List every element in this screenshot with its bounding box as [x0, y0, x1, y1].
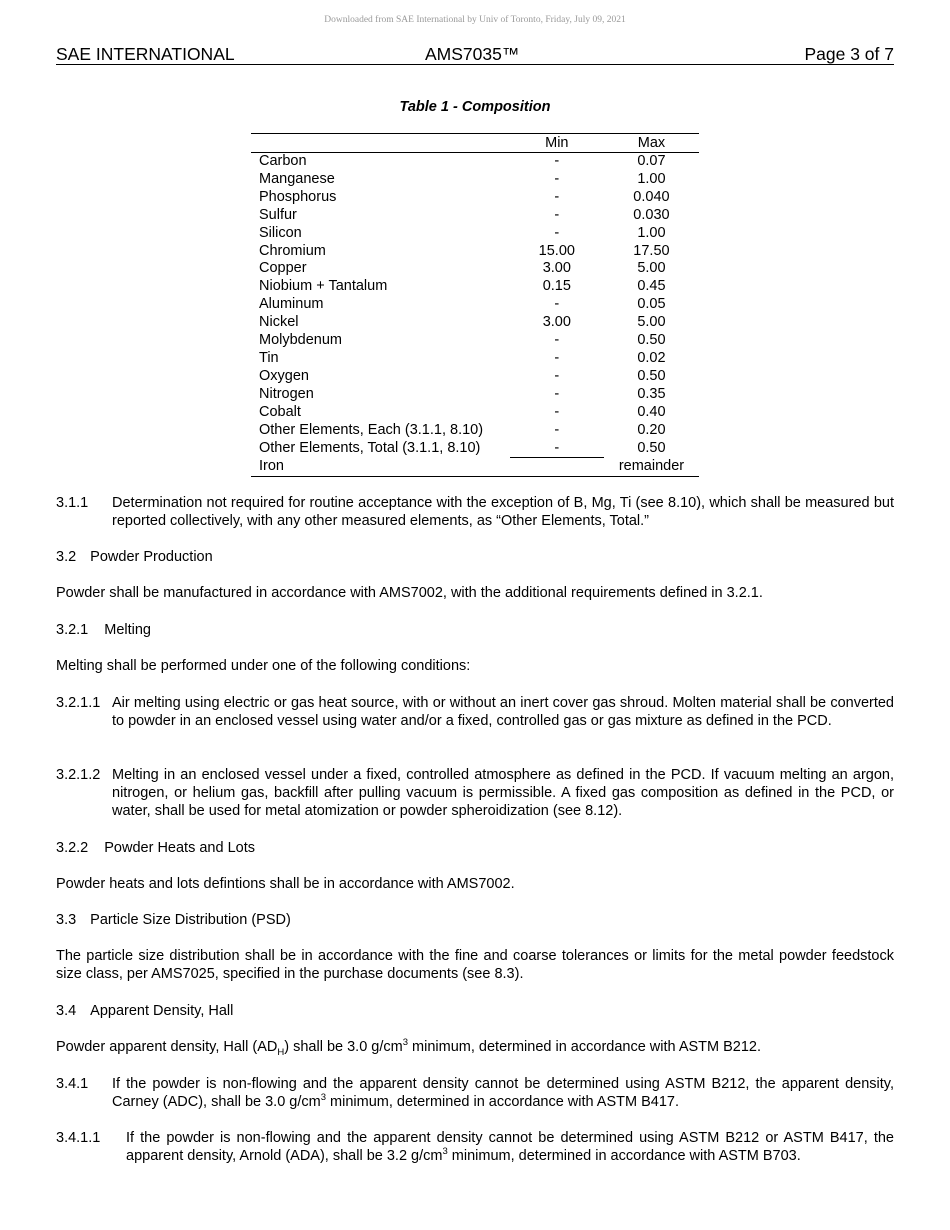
col-header-max: Max	[637, 135, 666, 151]
section-3-3-heading	[56, 912, 291, 930]
section-number: 3.1.1	[56, 495, 89, 511]
section-text	[112, 1076, 894, 1112]
section-title: Powder Production	[90, 549, 213, 565]
page-header	[56, 44, 894, 65]
table-row	[251, 225, 699, 243]
table-row	[251, 207, 699, 225]
element-cell: Iron	[259, 458, 284, 475]
table-row	[251, 260, 699, 278]
subscript: H	[277, 1046, 285, 1058]
element-cell: Carbon	[259, 153, 307, 169]
element-cell: Other Elements, Total (3.1.1, 8.10)	[259, 439, 481, 456]
superscript: 3	[320, 1091, 327, 1103]
section-number: 3.4	[56, 1003, 77, 1019]
min-cell: -	[554, 332, 560, 349]
max-cell: 17.50	[633, 242, 670, 259]
col-header-element	[251, 134, 510, 153]
min-cell: -	[554, 296, 560, 313]
section-text: Melting in an enclosed vessel under a fixed, controlled atmosphere as defined in the PCD. If vacuum melting an argon, nitrogen, or helium gas, backfill after pulling vacuum is permissible. A fixed gas composition as defined in the PCD, or water, shall be used for metal atomization or powder spheroidization (see 8.12).	[112, 767, 894, 819]
max-cell: 0.50	[637, 332, 666, 349]
section-text	[126, 1130, 894, 1166]
max-cell: 0.20	[637, 421, 666, 438]
superscript: 3	[442, 1145, 448, 1157]
max-cell: 5.00	[637, 260, 666, 277]
superscript: 3	[402, 1037, 409, 1049]
min-cell: -	[554, 224, 560, 241]
table-row	[251, 243, 699, 261]
section-title: Particle Size Distribution (PSD)	[90, 912, 291, 928]
section-number: 3.4.1	[56, 1076, 89, 1092]
min-cell: -	[554, 188, 560, 205]
min-cell: 3.00	[542, 260, 571, 277]
element-cell: Manganese	[259, 170, 335, 187]
section-number: 3.4.1.1	[56, 1130, 101, 1146]
paragraph-3-4	[56, 1039, 894, 1057]
element-cell: Niobium + Tantalum	[259, 278, 388, 295]
min-cell: -	[554, 170, 560, 187]
section-3-4-heading	[56, 1003, 233, 1021]
element-cell: Tin	[259, 349, 279, 366]
max-cell: 1.00	[637, 224, 666, 241]
min-cell: 15.00	[538, 242, 575, 259]
max-cell: 0.040	[633, 188, 670, 205]
section-number: 3.3	[56, 912, 77, 928]
table-row	[251, 332, 699, 350]
max-cell: 0.07	[637, 153, 666, 169]
table-row	[251, 368, 699, 386]
min-cell: -	[554, 385, 560, 402]
element-cell: Copper	[259, 260, 307, 277]
col-header-min: Min	[545, 135, 569, 151]
section-3-2-1-heading	[56, 622, 151, 640]
section-3-2-1-1	[56, 695, 894, 731]
section-number: 3.2.2	[56, 840, 89, 856]
min-cell: -	[554, 206, 560, 223]
max-cell: 0.02	[637, 349, 666, 366]
section-3-2-heading	[56, 549, 213, 567]
min-cell: 0.15	[542, 278, 571, 295]
table-title: Table 1 - Composition	[399, 99, 551, 115]
min-cell: -	[554, 153, 560, 169]
element-cell: Oxygen	[259, 367, 309, 384]
element-cell: Chromium	[259, 242, 326, 259]
section-text: Air melting using electric or gas heat source, with or without an inert cover gas shroud. Molten material shall be converted to powder in an enclosed vessel using water and/or a fixed, controlled gas or gas mixture as defined in the PCD.	[112, 695, 894, 729]
text-run: minimum, determined in accordance with ASTM B703.	[447, 1147, 801, 1164]
section-3-2-1-2	[56, 767, 894, 820]
download-watermark: Downloaded from SAE International by Univ of Toronto, Friday, July 09, 2021	[324, 15, 626, 25]
paragraph-3-2: Powder shall be manufactured in accordance with AMS7002, with the additional requirements defined in 3.2.1.	[56, 585, 763, 601]
max-cell: 5.00	[637, 314, 666, 331]
element-cell: Nitrogen	[259, 385, 314, 402]
section-number: 3.2.1.1	[56, 695, 101, 711]
element-cell: Molybdenum	[259, 332, 343, 349]
text-run: minimum, determined in accordance with ASTM B212.	[408, 1039, 762, 1055]
section-number: 3.2.1	[56, 622, 89, 638]
max-cell: remainder	[618, 458, 685, 475]
text-run: ) shall be 3.0 g/cm	[284, 1039, 403, 1055]
section-3-4-1-1	[56, 1130, 894, 1166]
table-row	[251, 440, 699, 458]
max-cell: 0.45	[637, 278, 666, 295]
max-cell: 0.030	[633, 206, 670, 223]
max-cell: 0.35	[637, 385, 666, 402]
section-title: Apparent Density, Hall	[90, 1003, 234, 1019]
header-org: SAE INTERNATIONAL	[56, 44, 235, 64]
text-run: minimum, determined in accordance with ASTM B417.	[326, 1093, 679, 1110]
table-row	[251, 278, 699, 296]
element-cell: Aluminum	[259, 296, 324, 313]
text-run: If the powder is non-flowing and the apparent density cannot be determined using ASTM B212 or ASTM B417, the apparent density, Arnold (ADA), shall be 3.2 g/cm	[126, 1130, 894, 1164]
table-row	[251, 422, 699, 440]
table-row	[251, 171, 699, 189]
max-cell: 0.40	[637, 403, 666, 420]
min-cell: -	[554, 403, 560, 420]
element-cell: Phosphorus	[259, 188, 337, 205]
table-row	[251, 386, 699, 404]
element-cell: Silicon	[259, 224, 302, 241]
element-cell: Cobalt	[259, 403, 301, 420]
section-3-4-1	[56, 1076, 894, 1112]
table-row	[251, 314, 699, 332]
text-run: If the powder is non-flowing and the apparent density cannot be determined using ASTM B212, the apparent density, Carney (ADC), shall be 3.0 g/cm	[112, 1076, 894, 1110]
table-row	[251, 350, 699, 368]
min-cell: 3.00	[542, 314, 571, 331]
table-header-row	[251, 134, 699, 153]
section-number: 3.2	[56, 549, 77, 565]
header-page-number: Page 3 of 7	[804, 44, 894, 64]
paragraph-3-2-1: Melting shall be performed under one of the following conditions:	[56, 658, 471, 674]
section-text: Determination not required for routine acceptance with the exception of B, Mg, Ti (see 8.10), which shall be measured but reported collectively, with any other measured elements, as “Other Elements, Total.”	[112, 495, 894, 529]
min-cell: -	[554, 421, 560, 438]
table-row	[251, 404, 699, 422]
section-3-2-2-heading	[56, 840, 255, 858]
min-cell: -	[554, 349, 560, 366]
element-cell: Nickel	[259, 314, 299, 331]
section-title: Powder Heats and Lots	[104, 840, 255, 856]
max-cell: 0.05	[637, 296, 666, 313]
section-title: Melting	[104, 622, 151, 638]
paragraph-3-3: The particle size distribution shall be in accordance with the fine and coarse tolerances or limits for the metal powder feedstock size class, per AMS7025, specified in the purchase documents (see 8.3).	[56, 948, 894, 982]
table-row	[251, 458, 699, 477]
max-cell: 0.50	[637, 439, 666, 456]
table-row	[251, 296, 699, 314]
section-number: 3.2.1.2	[56, 767, 101, 783]
element-cell: Sulfur	[259, 206, 297, 223]
min-cell: -	[554, 439, 560, 456]
composition-table	[251, 133, 699, 477]
min-cell: -	[554, 367, 560, 384]
table-row	[251, 189, 699, 207]
max-cell: 1.00	[637, 170, 666, 187]
section-3-1-1	[56, 495, 894, 531]
paragraph-3-2-2: Powder heats and lots defintions shall be in accordance with AMS7002.	[56, 876, 515, 892]
min-cell	[510, 458, 604, 477]
element-cell: Other Elements, Each (3.1.1, 8.10)	[259, 421, 484, 438]
text-run: Powder apparent density, Hall (AD	[56, 1039, 278, 1055]
max-cell: 0.50	[637, 367, 666, 384]
header-doc-id: AMS7035™	[425, 44, 520, 64]
table-row	[251, 153, 699, 171]
